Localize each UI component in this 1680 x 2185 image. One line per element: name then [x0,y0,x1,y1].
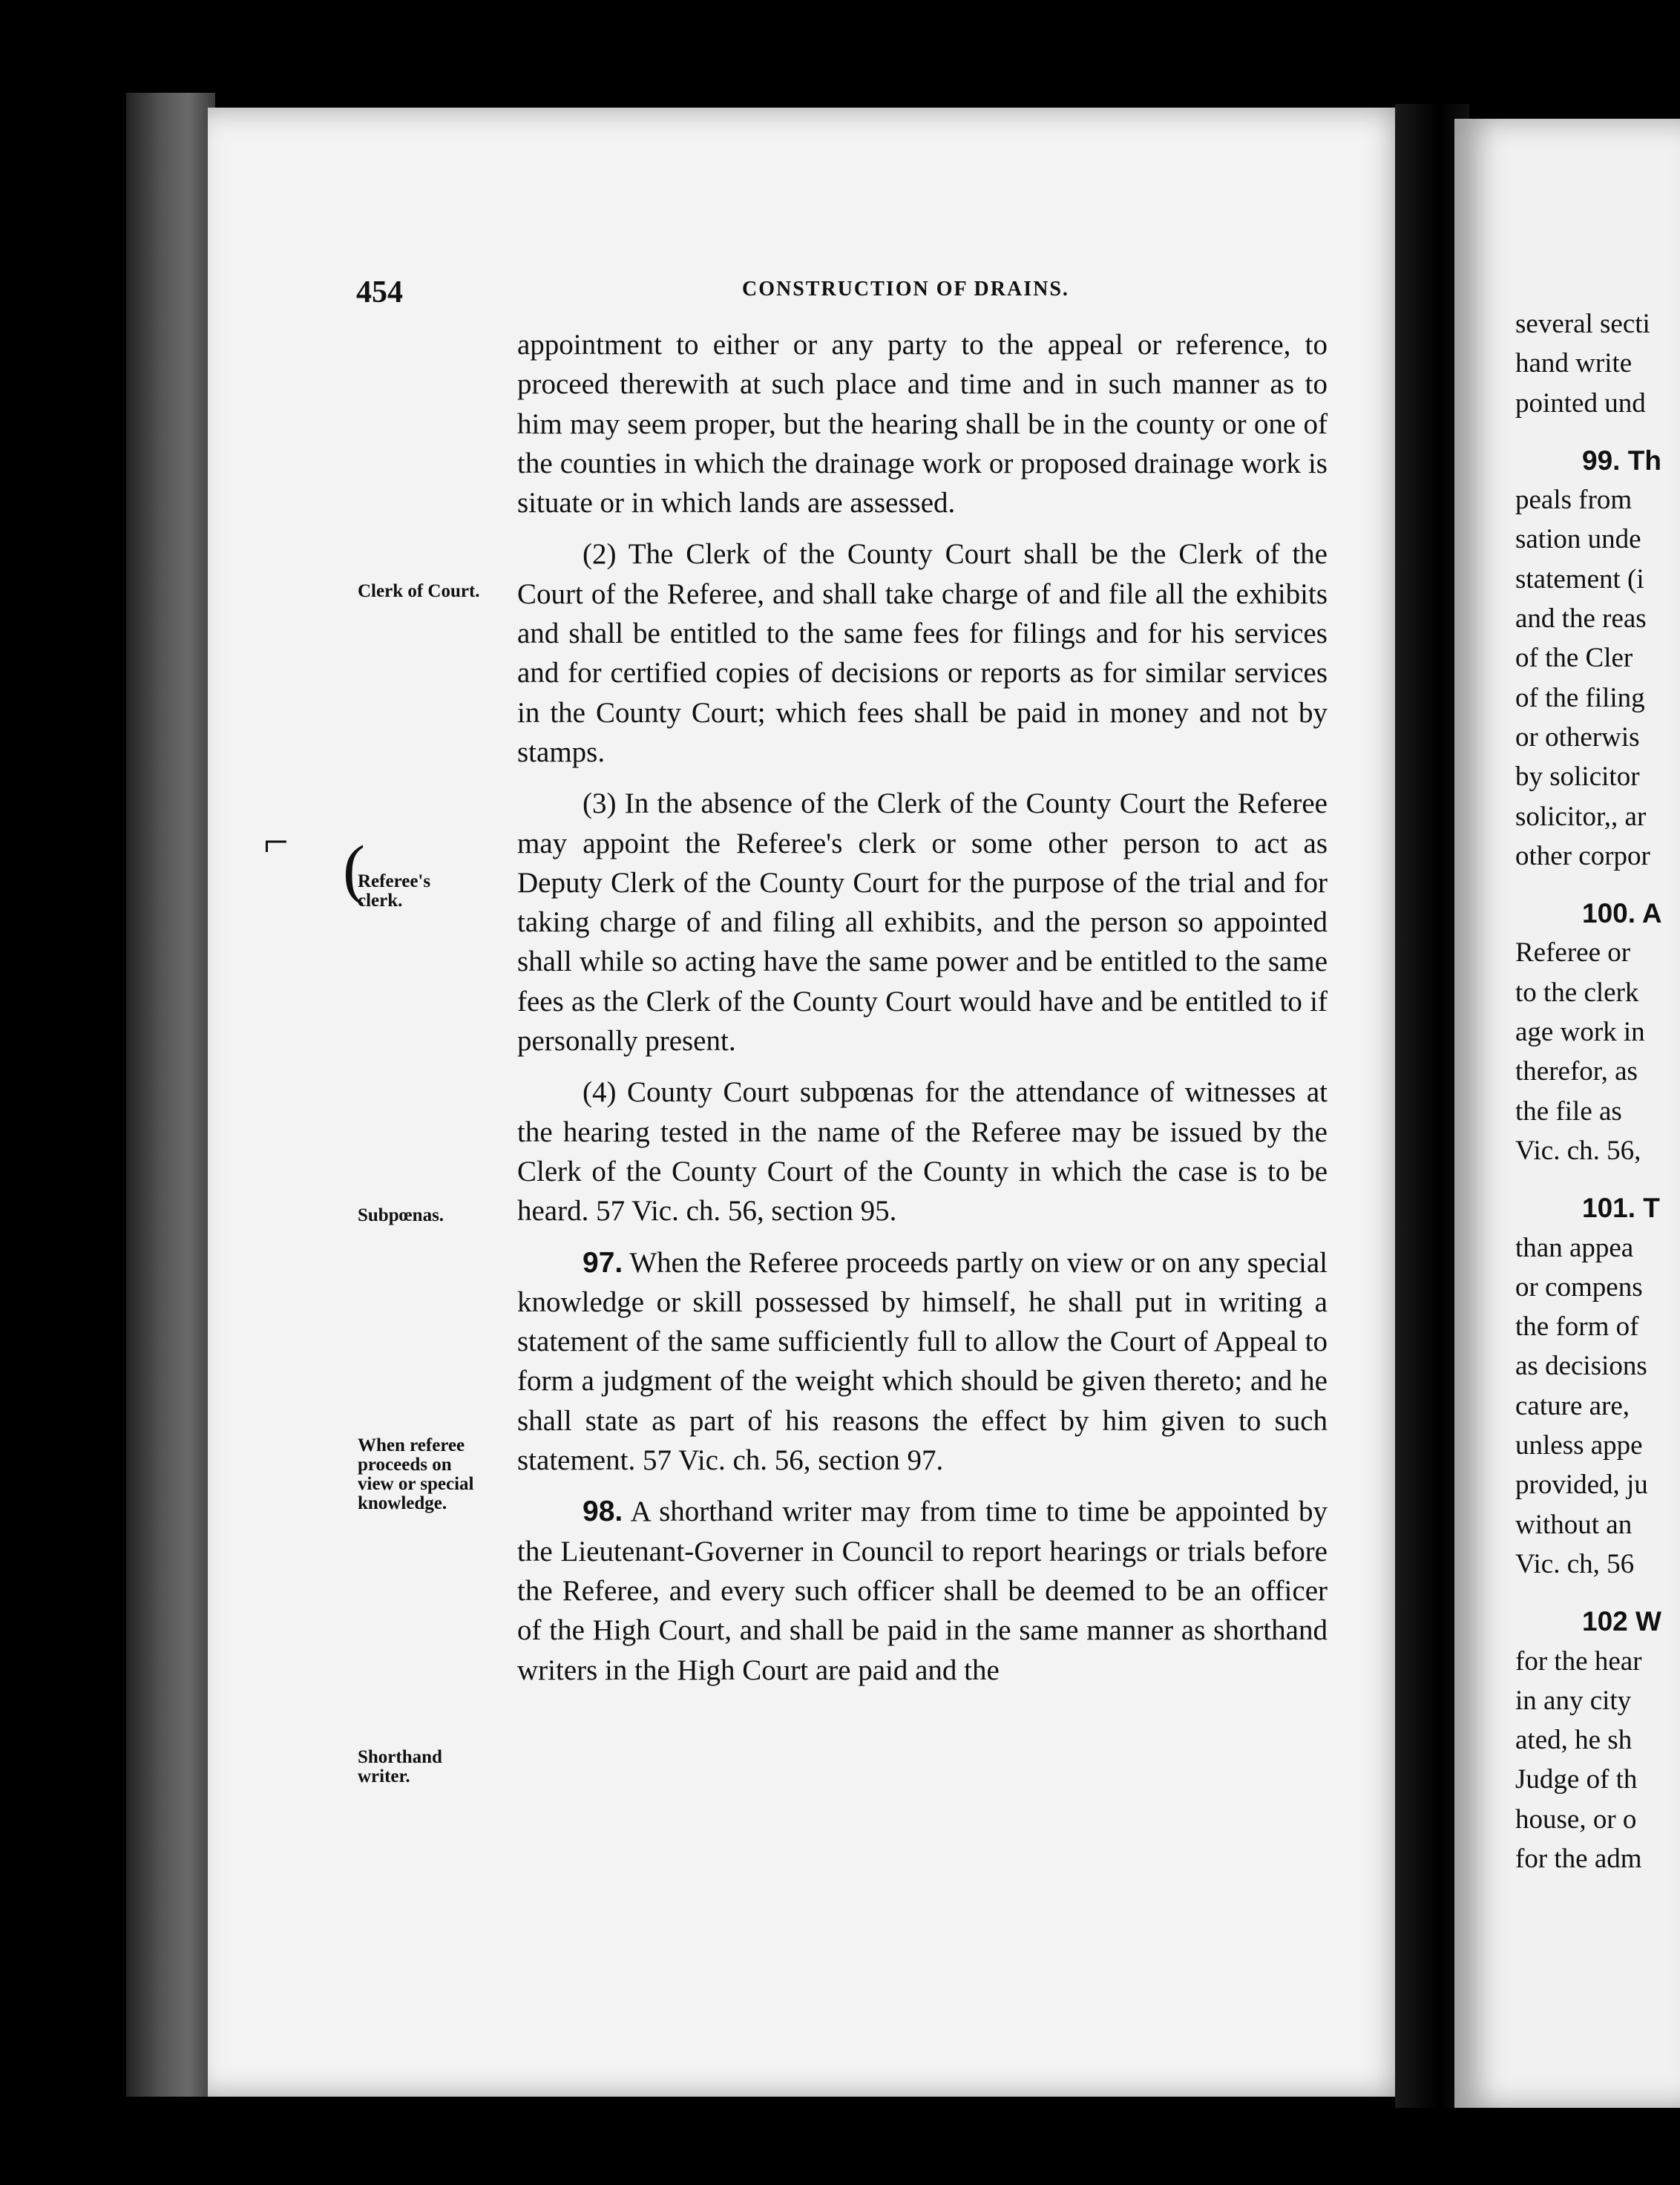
right-line: without an [1515,1509,1633,1540]
margin-note-referees-clerk: Referee's clerk. [358,871,431,911]
right-line: Vic. ch. 56, [1515,1135,1641,1166]
right-line: solicitor,, ar [1515,801,1647,832]
right-line: other corpor [1515,840,1650,871]
right-line: the form of [1515,1311,1639,1343]
page-number: 454 [356,275,403,309]
right-line: as decisions [1515,1351,1647,1382]
right-line: ated, he sh [1515,1725,1633,1756]
right-line: to the clerk [1515,977,1639,1008]
right-line: house, or o [1515,1804,1637,1835]
section-98-text: A shorthand writer may from time to time be appointed by the Lieutenant-Governer in Council to report hearings or trials before the Referee, and every such officer shall be deemed to be an officer of the High Court, and shall be paid in the same manner as shorthand writers in the High Court are paid and the [517,1496,1328,1686]
margin-note-shorthand-writer: Shorthand writer. [358,1747,442,1786]
section-97-text: When the Referee proceeds partly on view or on any special knowledge or skill possessed by himself, he shall put in writing a statement of the same sufficiently full to allow the Court of Appeal to form a judgment of the weight which should be given thereto; and he shall state as part of his reasons the effect by him given to such statement. 57 Vic. ch. 56, section 97. [517,1246,1328,1477]
right-line: than appea [1515,1232,1634,1263]
right-section-99: 99. Th [1582,445,1661,476]
right-section-102: 102 W [1582,1606,1661,1637]
paragraph-clerk-of-court: (2) The Clerk of the County Court shall be the Clerk of the Court of the Referee, and shall take charge of and file all the exhibits and shall be entitled to the same fees for filings and for his services and for certified copies of decisions or reports as for similar services in the County Court; which fees shall be paid in money and not by stamps. [517,538,1328,768]
right-line: provided, ju [1515,1470,1648,1501]
right-line: age work in [1515,1017,1645,1048]
right-line: for the adm [1515,1843,1642,1874]
right-line: hand write [1515,348,1633,379]
right-section-101: 101. T [1582,1193,1660,1224]
paragraph-referees-clerk: (3) In the absence of the Clerk of the County Court the Referee may appoint the Referee's clerk or some other person to act as Deputy Clerk of the County Court for the purpose of the trial and for taking charge of and filing all exhibits, and the person so appointed shall while so acting have the same power and be entitled to the same fees as the Clerk of the County Court would have and be entitled to if personally present. [517,787,1328,1058]
right-line: therefor, as [1515,1056,1638,1087]
right-line: statement (i [1515,563,1644,594]
right-line: peals from [1515,485,1633,516]
margin-note-clerk-of-court: Clerk of Court. [358,581,480,601]
right-line: unless appe [1515,1430,1643,1461]
right-line: sation unde [1515,524,1641,555]
right-line: several secti [1515,309,1650,339]
section-97 [517,1243,1328,1481]
margin-note-subpoenas: Subpœnas. [358,1205,444,1225]
paragraph-subpoenas: (4) County Court subpœnas for the attendance of witnesses at the hearing tested in the name of the Referee may be issued by the Clerk of the County Court of the County in which the case is to be heard. 57 Vic. ch. 56, section 95. [517,1076,1328,1228]
right-line: pointed und [1515,387,1646,419]
margin-note-referee-view: When referee proceeds on view or special knowledge. [358,1435,474,1513]
section-97-number: 97. [583,1246,623,1279]
right-line: of the Cler [1515,643,1633,674]
handwritten-bracket-mark: ( [343,833,365,906]
right-line: Referee or [1515,937,1631,969]
running-head: CONSTRUCTION OF DRAINS. [742,278,1069,301]
right-section-100: 100. A [1582,898,1662,929]
section-98 [517,1492,1328,1689]
right-page-text [1515,304,1680,1878]
right-line: Vic. ch, 56 [1515,1548,1635,1579]
right-line: for the hear [1515,1645,1642,1677]
right-line: or otherwis [1515,721,1640,753]
section-98-number: 98. [583,1496,623,1528]
right-line: of the filing [1515,682,1645,713]
body-text [517,325,1328,1702]
right-line: in any city [1515,1685,1632,1716]
right-line: cature are, [1515,1390,1630,1421]
right-line: by solicitor [1515,761,1640,793]
right-line: or compens [1515,1271,1643,1303]
right-line: and the reas [1515,603,1647,635]
book-page-edges [126,93,215,2097]
handwritten-pen-mark: ⌐ [263,817,289,866]
right-line: the file as [1515,1095,1622,1127]
paragraph-continuation: appointment to either or any party to the appeal or reference, to proceed therewith at such place and time and in such manner as to him may seem proper, but the hearing shall be in the county or one of the counties in which the drainage work or proposed drainage work is situate or in which lands are assessed. [517,329,1328,520]
right-line: Judge of th [1515,1764,1638,1795]
